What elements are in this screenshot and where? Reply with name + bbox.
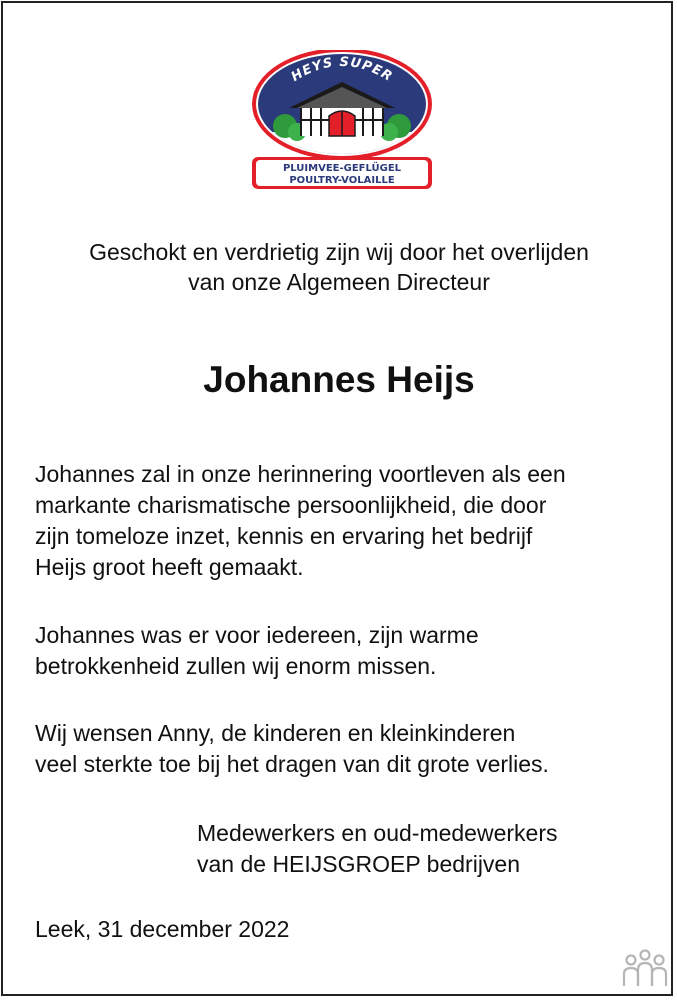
paragraph-line: betrokkenheid zullen wij enorm missen. <box>35 653 437 679</box>
heys-super-logo <box>249 50 435 192</box>
paragraph-line: Johannes zal in onze herinnering voortleven als een <box>35 461 566 487</box>
paragraph-involvement <box>35 620 655 682</box>
paragraph-line: Johannes was er voor iedereen, zijn warme <box>35 622 479 648</box>
paragraph-line: zijn tomeloze inzet, kennis en ervaring het bedrijf <box>35 523 533 549</box>
signature <box>197 818 558 880</box>
place-date: Leek, 31 december 2022 <box>35 916 290 942</box>
logo-tagline-2: POULTRY-VOLAILLE <box>289 175 395 186</box>
intro-line: Geschokt en verdrietig zijn wij door het overlijden <box>89 239 589 265</box>
obituary-card <box>1 1 673 996</box>
logo-tagline-1: PLUIMVEE-GEFLÜGEL <box>282 163 402 174</box>
paragraph-line: Wij wensen Anny, de kinderen en kleinkinderen <box>35 720 516 746</box>
signature-line: Medewerkers en oud-medewerkers <box>197 820 558 846</box>
paragraph-condolence <box>35 718 655 780</box>
signature-line: van de HEIJSGROEP bedrijven <box>197 851 521 877</box>
people-group-icon <box>620 948 670 988</box>
intro-line: van onze Algemeen Directeur <box>188 269 490 295</box>
paragraph-memory <box>35 459 655 583</box>
intro-text <box>3 237 675 297</box>
paragraph-line: veel sterkte toe bij het dragen van dit grote verlies. <box>35 751 549 777</box>
paragraph-line: Heijs groot heeft gemaakt. <box>35 554 304 580</box>
deceased-name: Johannes Heijs <box>203 359 475 400</box>
paragraph-line: markante charismatische persoonlijkheid, die door <box>35 492 547 518</box>
svg-text:HEYS SUPER: HEYS SUPER <box>288 54 396 85</box>
